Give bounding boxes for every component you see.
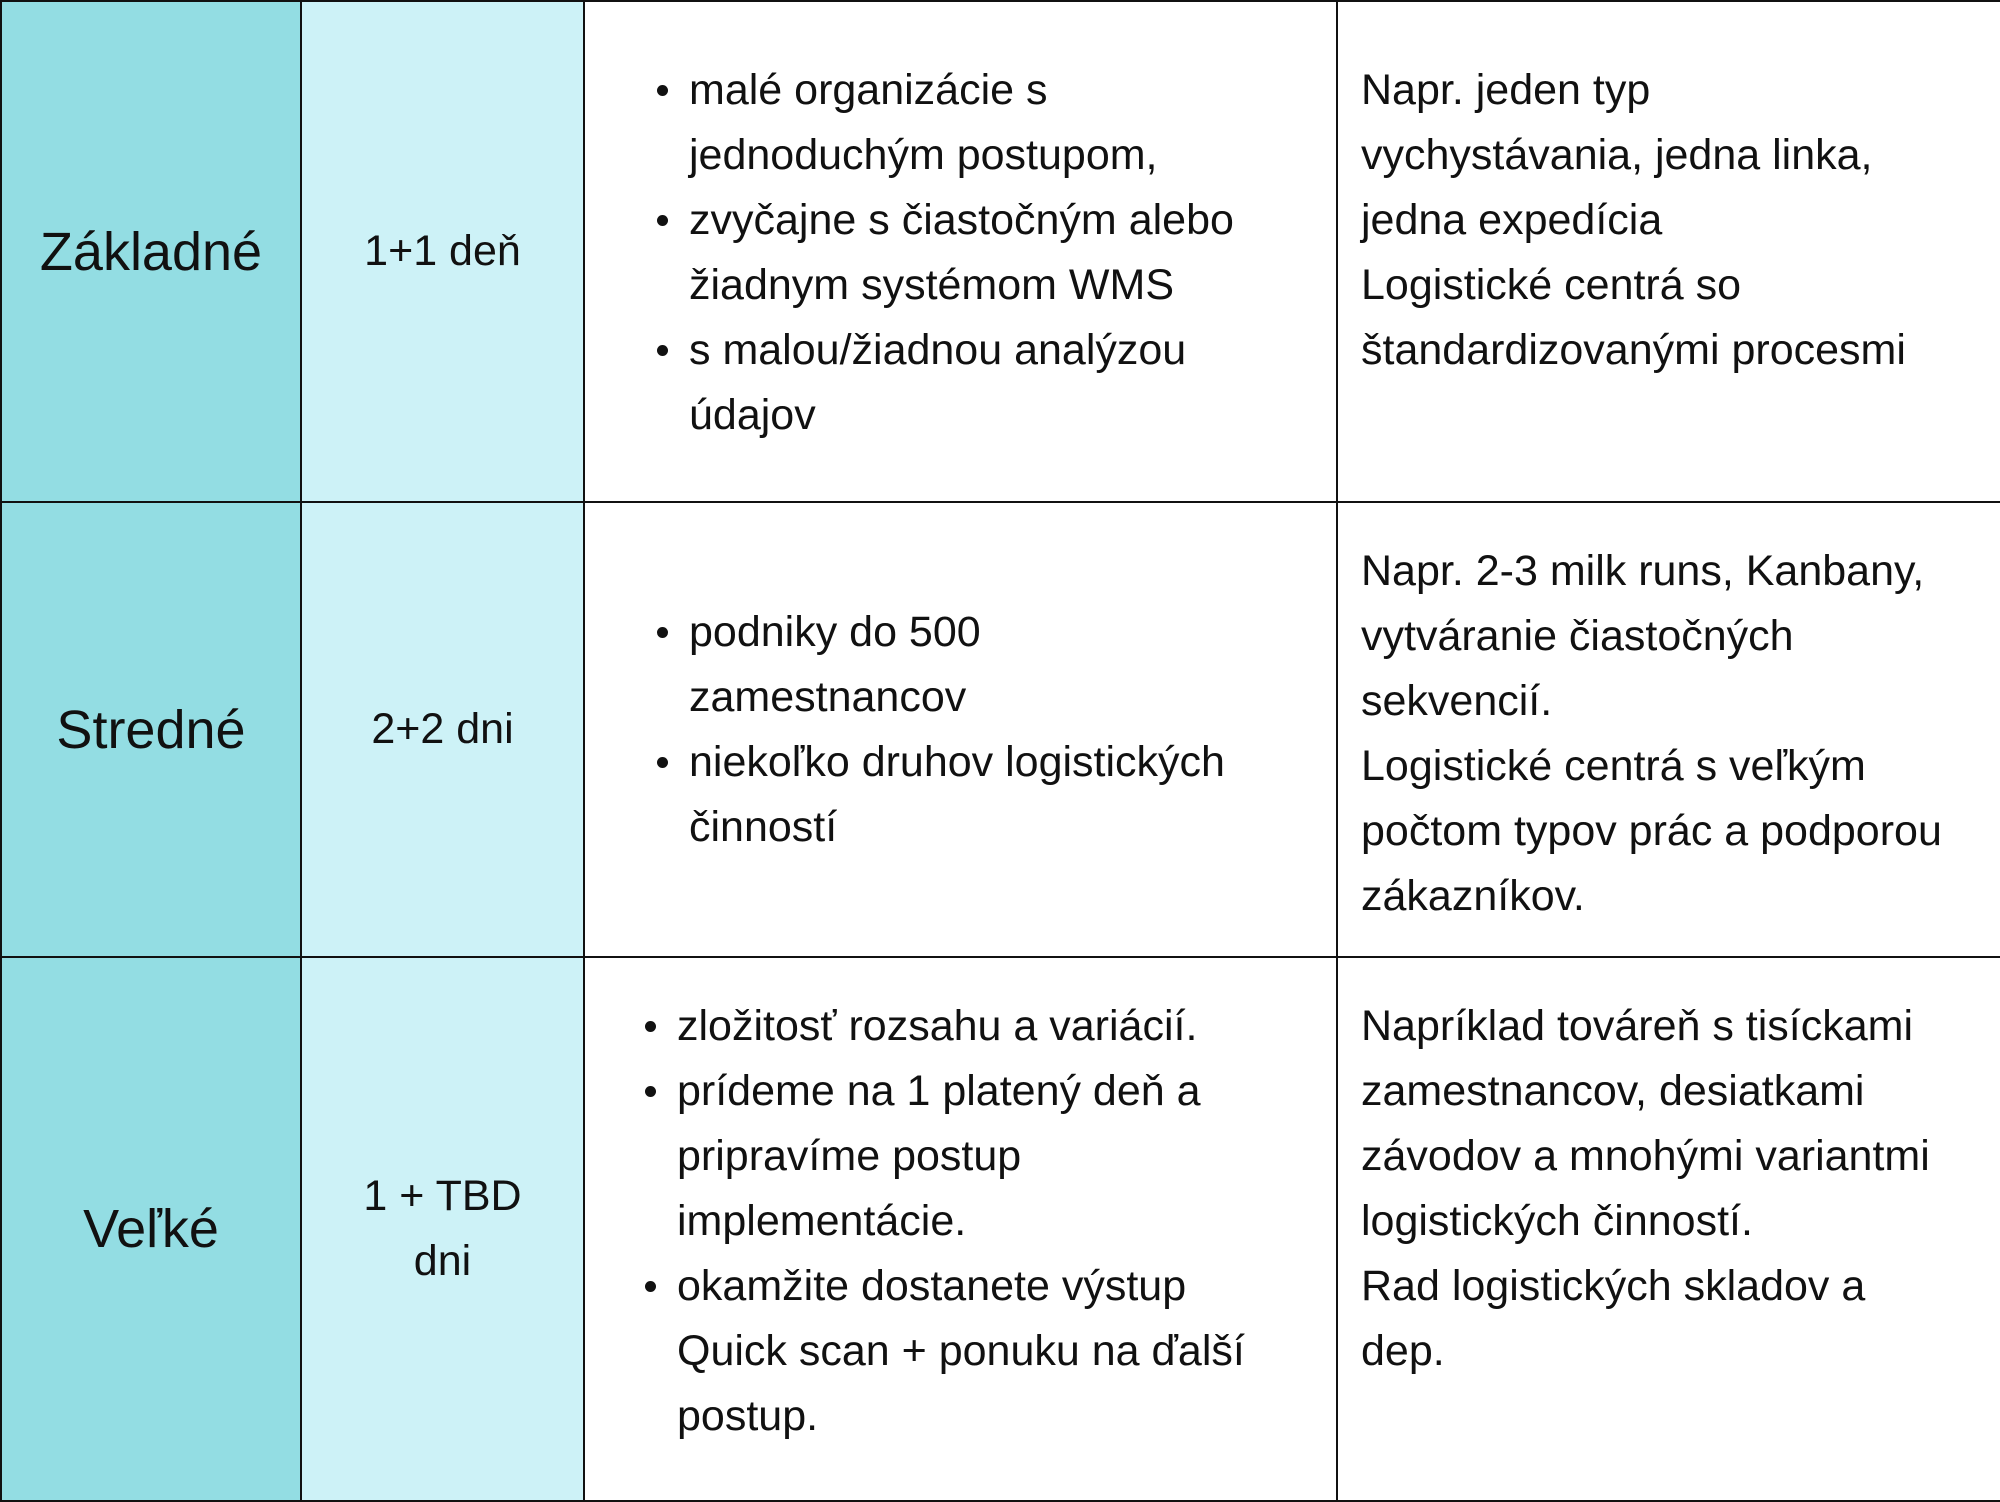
- description-cell: [584, 502, 1337, 957]
- description-list: [585, 600, 1336, 860]
- list-item: [689, 600, 1336, 730]
- example-line: Napríklad továreň s tisíckami: [1361, 1002, 1914, 1050]
- list-item-line: zvyčajne s čiastočným alebo: [689, 196, 1234, 244]
- list-item-line: s malou/žiadnou analýzou: [689, 326, 1187, 374]
- example-line: Logistické centrá so: [1361, 261, 1742, 309]
- level-label: Stredné: [56, 699, 246, 760]
- example-cell: [1337, 957, 2000, 1501]
- example-line: závodov a mnohými variantmi: [1361, 1132, 1930, 1180]
- example-line: jedna expedícia: [1361, 196, 1663, 244]
- list-item-line: činností: [689, 802, 838, 851]
- example-line: vytváranie čiastočných: [1361, 612, 1794, 660]
- list-item-line: okamžite dostanete výstup: [677, 1262, 1187, 1310]
- list-item: [689, 730, 1336, 860]
- table-row-medium: [1, 502, 2000, 957]
- list-item: [677, 1254, 1336, 1449]
- list-item: [689, 58, 1336, 188]
- example-cell: [1337, 1, 2000, 502]
- list-item-line: malé organizácie s: [689, 66, 1048, 114]
- list-item-line: podniky do 500: [689, 607, 981, 656]
- duration-line: 1+1 deň: [364, 227, 521, 275]
- example-line: Rad logistických skladov a: [1361, 1262, 1866, 1310]
- example-line: logistických činností.: [1361, 1197, 1753, 1245]
- level-label: Veľké: [83, 1199, 219, 1259]
- example-line: zákazníkov.: [1361, 872, 1585, 920]
- duration-cell: [301, 1, 584, 502]
- description-list: [585, 58, 1336, 448]
- duration-cell: [301, 502, 584, 957]
- example-line: sekvencií.: [1361, 677, 1553, 725]
- list-item-line: pripravíme postup: [677, 1132, 1022, 1180]
- list-item-line: žiadnym systémom WMS: [689, 261, 1175, 309]
- list-item: [689, 318, 1336, 448]
- duration-cell: [301, 957, 584, 1501]
- list-item-line: niekoľko druhov logistických: [689, 737, 1225, 786]
- example-cell: [1337, 502, 2000, 957]
- list-item-line: postup.: [677, 1392, 819, 1440]
- example-line: Napr. jeden typ: [1361, 66, 1651, 114]
- list-item-line: prídeme na 1 platený deň a: [677, 1067, 1201, 1115]
- list-item-line: jednoduchým postupom,: [689, 131, 1158, 179]
- level-cell: [1, 957, 301, 1501]
- example-line: zamestnancov, desiatkami: [1361, 1067, 1865, 1115]
- example-line: vychystávania, jedna linka,: [1361, 131, 1873, 179]
- description-cell: [584, 1, 1337, 502]
- duration-line: 1 + TBD: [363, 1172, 522, 1220]
- list-item-line: zložitosť rozsahu a variácií.: [677, 1002, 1198, 1050]
- example-line: počtom typov prác a podporou: [1361, 807, 1942, 855]
- level-cell: [1, 502, 301, 957]
- list-item-line: údajov: [689, 391, 816, 439]
- list-item: [677, 994, 1336, 1059]
- level-label: Základné: [39, 221, 263, 282]
- list-item-line: implementácie.: [677, 1197, 967, 1245]
- table-row-large: [1, 957, 2000, 1501]
- example-line: Napr. 2-3 milk runs, Kanbany,: [1361, 547, 1925, 595]
- duration-line: 2+2 dni: [371, 705, 514, 753]
- duration-line: dni: [413, 1237, 472, 1285]
- description-list: [585, 994, 1336, 1449]
- example-line: štandardizovanými procesmi: [1361, 326, 1906, 374]
- list-item: [677, 1059, 1336, 1254]
- description-cell: [584, 957, 1337, 1501]
- example-line: Logistické centrá s veľkým: [1361, 742, 1866, 790]
- list-item-line: Quick scan + ponuku na ďalší: [677, 1327, 1245, 1375]
- example-line: dep.: [1361, 1327, 1445, 1375]
- list-item-line: zamestnancov: [689, 672, 967, 721]
- list-item: [689, 188, 1336, 318]
- level-cell: [1, 1, 301, 502]
- table-row-basic: [1, 1, 2000, 502]
